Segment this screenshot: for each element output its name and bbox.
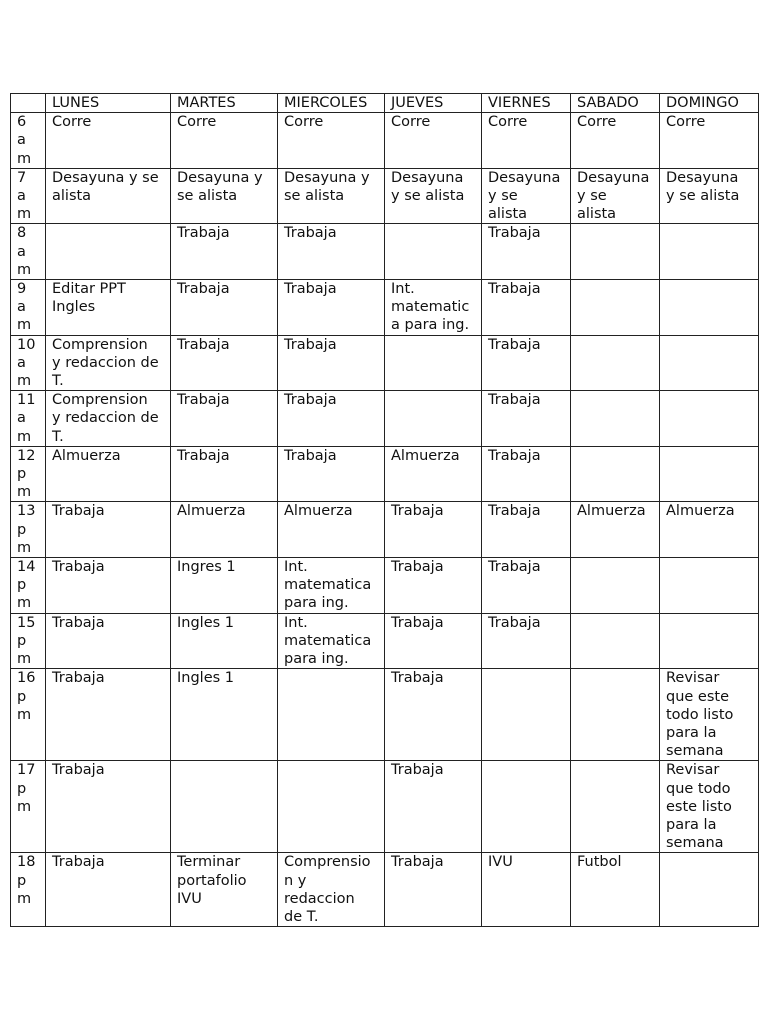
schedule-cell-martes xyxy=(171,761,278,853)
schedule-cell-sabado xyxy=(571,168,660,224)
schedule-cell-martes xyxy=(171,335,278,391)
activity-line: de T. xyxy=(284,908,319,925)
schedule-cell-lunes xyxy=(46,558,171,614)
activity-line: Almuerza xyxy=(666,503,735,520)
activity-line: y se xyxy=(577,188,607,205)
schedule-cell-viernes xyxy=(482,168,571,224)
schedule-cell-lunes xyxy=(46,502,171,558)
activity-line: IVU xyxy=(488,854,513,871)
schedule-cell-domingo xyxy=(660,613,759,669)
activity-line: semana xyxy=(666,743,724,760)
activity-line: matematica xyxy=(284,632,372,649)
time-cell xyxy=(11,280,46,336)
activity-line: Trabaja xyxy=(391,762,444,779)
time-line: m xyxy=(17,317,32,334)
activity-line: y se alista xyxy=(666,188,740,205)
activity-line: Trabaja xyxy=(488,225,541,242)
activity-line: Int. xyxy=(391,281,415,298)
activity-line: Corre xyxy=(177,114,217,131)
schedule-row xyxy=(11,502,759,558)
schedule-row xyxy=(11,558,759,614)
day-header-viernes: VIERNES xyxy=(482,94,571,113)
activity-line: para la xyxy=(666,724,717,741)
activity-line: Trabaja xyxy=(177,336,230,353)
activity-line: Trabaja xyxy=(177,392,230,409)
schedule-cell-jueves xyxy=(385,113,482,169)
schedule-cell-jueves xyxy=(385,761,482,853)
schedule-cell-lunes xyxy=(46,168,171,224)
schedule-cell-sabado xyxy=(571,391,660,447)
activity-line: matematic xyxy=(391,299,470,316)
schedule-cell-sabado xyxy=(571,761,660,853)
activity-line: Trabaja xyxy=(284,281,337,298)
time-cell xyxy=(11,502,46,558)
time-line: 14 xyxy=(17,559,36,576)
schedule-cell-domingo xyxy=(660,113,759,169)
activity-line: Almuerza xyxy=(577,503,646,520)
schedule-cell-miercoles xyxy=(278,168,385,224)
time-line: 11 xyxy=(17,392,36,409)
schedule-cell-lunes xyxy=(46,613,171,669)
schedule-cell-sabado xyxy=(571,669,660,761)
schedule-cell-lunes xyxy=(46,446,171,502)
activity-line: Futbol xyxy=(577,854,622,871)
activity-line: Corre xyxy=(577,114,617,131)
activity-line: Corre xyxy=(666,114,706,131)
activity-line: Desayuna xyxy=(391,169,464,186)
activity-line: alista xyxy=(52,188,92,205)
time-line: m xyxy=(17,206,32,223)
schedule-cell-miercoles xyxy=(278,761,385,853)
schedule-row xyxy=(11,224,759,280)
activity-line: alista xyxy=(577,206,617,223)
activity-line: Trabaja xyxy=(284,225,337,242)
time-line: a xyxy=(17,299,26,316)
activity-line: Almuerza xyxy=(391,447,460,464)
schedule-row xyxy=(11,446,759,502)
activity-line: que este xyxy=(666,688,730,705)
schedule-cell-domingo xyxy=(660,391,759,447)
schedule-cell-jueves xyxy=(385,502,482,558)
schedule-row xyxy=(11,761,759,853)
schedule-cell-jueves xyxy=(385,558,482,614)
time-line: 8 xyxy=(17,225,27,242)
schedule-cell-martes xyxy=(171,224,278,280)
schedule-cell-viernes xyxy=(482,761,571,853)
time-line: m xyxy=(17,651,32,668)
schedule-cell-sabado xyxy=(571,446,660,502)
time-line: 10 xyxy=(17,336,36,353)
schedule-cell-lunes xyxy=(46,335,171,391)
activity-line: Trabaja xyxy=(488,614,541,631)
activity-line: Trabaja xyxy=(488,447,541,464)
time-line: p xyxy=(17,632,27,649)
schedule-row xyxy=(11,168,759,224)
schedule-cell-viernes xyxy=(482,502,571,558)
schedule-cell-miercoles xyxy=(278,669,385,761)
schedule-cell-domingo xyxy=(660,761,759,853)
activity-line: este listo xyxy=(666,798,732,815)
time-cell xyxy=(11,446,46,502)
activity-line: Trabaja xyxy=(52,670,105,687)
day-header-domingo: DOMINGO xyxy=(660,94,759,113)
activity-line: para ing. xyxy=(284,595,349,612)
schedule-cell-lunes xyxy=(46,669,171,761)
activity-line: Trabaja xyxy=(284,392,337,409)
activity-line: semana xyxy=(666,835,724,852)
schedule-cell-lunes xyxy=(46,853,171,927)
activity-line: Trabaja xyxy=(177,447,230,464)
schedule-cell-miercoles xyxy=(278,113,385,169)
time-line: 13 xyxy=(17,503,36,520)
schedule-row xyxy=(11,669,759,761)
activity-line: Trabaja xyxy=(52,559,105,576)
time-line: 9 xyxy=(17,281,27,298)
activity-line: Trabaja xyxy=(391,503,444,520)
activity-line: T. xyxy=(52,428,64,445)
time-line: p xyxy=(17,688,27,705)
activity-line: Editar PPT xyxy=(52,281,126,298)
time-cell xyxy=(11,558,46,614)
activity-line: redaccion xyxy=(284,890,355,907)
time-line: 16 xyxy=(17,670,36,687)
schedule-cell-jueves xyxy=(385,335,482,391)
time-line: m xyxy=(17,428,32,445)
activity-line: Corre xyxy=(52,114,92,131)
time-line: m xyxy=(17,890,32,907)
schedule-row xyxy=(11,391,759,447)
time-line: 15 xyxy=(17,614,36,631)
time-cell xyxy=(11,853,46,927)
time-line: a xyxy=(17,243,26,260)
activity-line: Ingres 1 xyxy=(177,559,236,576)
schedule-cell-martes xyxy=(171,502,278,558)
day-header-martes: MARTES xyxy=(171,94,278,113)
activity-line: Revisar xyxy=(666,762,720,779)
activity-line: Trabaja xyxy=(488,392,541,409)
activity-line: Trabaja xyxy=(284,336,337,353)
schedule-cell-sabado xyxy=(571,335,660,391)
schedule-cell-lunes xyxy=(46,113,171,169)
activity-line: Desayuna y xyxy=(284,169,370,186)
activity-line: Int. xyxy=(284,614,308,631)
activity-line: Desayuna y xyxy=(177,169,263,186)
activity-line: Trabaja xyxy=(488,503,541,520)
activity-line: se alista xyxy=(177,188,238,205)
activity-line: Desayuna xyxy=(666,169,739,186)
schedule-cell-sabado xyxy=(571,853,660,927)
schedule-cell-sabado xyxy=(571,113,660,169)
activity-line: Trabaja xyxy=(284,447,337,464)
schedule-cell-domingo xyxy=(660,853,759,927)
activity-line: Trabaja xyxy=(52,503,105,520)
schedule-cell-domingo xyxy=(660,446,759,502)
activity-line: para la xyxy=(666,816,717,833)
time-line: m xyxy=(17,539,32,556)
schedule-cell-lunes xyxy=(46,280,171,336)
activity-line: todo listo xyxy=(666,706,734,723)
schedule-cell-viernes xyxy=(482,446,571,502)
time-line: p xyxy=(17,577,27,594)
activity-line: Trabaja xyxy=(391,670,444,687)
schedule-cell-miercoles xyxy=(278,613,385,669)
schedule-cell-lunes xyxy=(46,391,171,447)
activity-line: Trabaja xyxy=(391,854,444,871)
schedule-cell-viernes xyxy=(482,853,571,927)
activity-line: Ingles 1 xyxy=(177,670,235,687)
activity-line: n y xyxy=(284,872,307,889)
schedule-cell-jueves xyxy=(385,391,482,447)
time-line: 12 xyxy=(17,447,36,464)
schedule-cell-martes xyxy=(171,669,278,761)
schedule-cell-domingo xyxy=(660,168,759,224)
schedule-row xyxy=(11,280,759,336)
activity-line: Trabaja xyxy=(177,281,230,298)
activity-line: Trabaja xyxy=(52,854,105,871)
activity-line: y redaccion de xyxy=(52,410,159,427)
schedule-cell-domingo xyxy=(660,335,759,391)
time-cell xyxy=(11,335,46,391)
time-line: m xyxy=(17,706,32,723)
schedule-cell-domingo xyxy=(660,558,759,614)
schedule-cell-martes xyxy=(171,853,278,927)
schedule-cell-sabado xyxy=(571,502,660,558)
schedule-cell-sabado xyxy=(571,224,660,280)
activity-line: Desayuna y se xyxy=(52,169,159,186)
schedule-cell-miercoles xyxy=(278,224,385,280)
time-line: 17 xyxy=(17,762,36,779)
activity-line: Trabaja xyxy=(177,225,230,242)
time-cell xyxy=(11,224,46,280)
time-cell xyxy=(11,669,46,761)
schedule-cell-sabado xyxy=(571,558,660,614)
activity-line: Trabaja xyxy=(488,336,541,353)
activity-line: y se alista xyxy=(391,188,465,205)
activity-line: alista xyxy=(488,206,528,223)
time-line: 6 xyxy=(17,114,27,131)
activity-line: para ing. xyxy=(284,651,349,668)
activity-line: Trabaja xyxy=(488,559,541,576)
schedule-cell-martes xyxy=(171,280,278,336)
activity-line: Trabaja xyxy=(488,281,541,298)
time-line: a xyxy=(17,188,26,205)
activity-line: Comprensio xyxy=(284,854,371,871)
day-header-lunes: LUNES xyxy=(46,94,171,113)
schedule-cell-jueves xyxy=(385,669,482,761)
activity-line: que todo xyxy=(666,780,731,797)
activity-line: Revisar xyxy=(666,670,720,687)
time-cell xyxy=(11,113,46,169)
time-line: m xyxy=(17,261,32,278)
schedule-cell-miercoles xyxy=(278,853,385,927)
activity-line: Corre xyxy=(488,114,528,131)
time-line: m xyxy=(17,484,32,501)
schedule-cell-sabado xyxy=(571,280,660,336)
schedule-cell-domingo xyxy=(660,224,759,280)
schedule-cell-viernes xyxy=(482,391,571,447)
schedule-row xyxy=(11,335,759,391)
activity-line: Ingles 1 xyxy=(177,614,235,631)
time-line: a xyxy=(17,132,26,149)
schedule-cell-jueves xyxy=(385,280,482,336)
schedule-cell-domingo xyxy=(660,669,759,761)
schedule-cell-martes xyxy=(171,391,278,447)
schedule-cell-jueves xyxy=(385,224,482,280)
schedule-cell-jueves xyxy=(385,168,482,224)
activity-line: Almuerza xyxy=(177,503,246,520)
schedule-row xyxy=(11,613,759,669)
activity-line: Corre xyxy=(284,114,324,131)
schedule-cell-miercoles xyxy=(278,558,385,614)
activity-line: se alista xyxy=(284,188,345,205)
time-line: p xyxy=(17,780,27,797)
schedule-cell-martes xyxy=(171,558,278,614)
schedule-cell-miercoles xyxy=(278,335,385,391)
schedule-cell-martes xyxy=(171,168,278,224)
schedule-cell-lunes xyxy=(46,224,171,280)
weekly-schedule-table xyxy=(10,93,759,927)
activity-line: matematica xyxy=(284,577,372,594)
time-cell xyxy=(11,391,46,447)
schedule-cell-jueves xyxy=(385,853,482,927)
activity-line: Trabaja xyxy=(52,614,105,631)
activity-line: a para ing. xyxy=(391,317,470,334)
schedule-body xyxy=(11,113,759,927)
time-line: p xyxy=(17,872,27,889)
time-line: m xyxy=(17,150,32,167)
time-cell xyxy=(11,613,46,669)
schedule-cell-lunes xyxy=(46,761,171,853)
activity-line: Terminar xyxy=(177,854,241,871)
time-cell xyxy=(11,168,46,224)
schedule-cell-viernes xyxy=(482,669,571,761)
schedule-cell-miercoles xyxy=(278,391,385,447)
activity-line: Desayuna xyxy=(577,169,650,186)
schedule-cell-miercoles xyxy=(278,446,385,502)
schedule-cell-viernes xyxy=(482,613,571,669)
schedule-cell-jueves xyxy=(385,446,482,502)
day-header-sabado: SABADO xyxy=(571,94,660,113)
time-line: m xyxy=(17,798,32,815)
activity-line: y redaccion de xyxy=(52,354,159,371)
schedule-cell-jueves xyxy=(385,613,482,669)
activity-line: portafolio xyxy=(177,872,247,889)
activity-line: Desayuna xyxy=(488,169,561,186)
activity-line: Trabaja xyxy=(391,614,444,631)
schedule-row xyxy=(11,853,759,927)
schedule-cell-viernes xyxy=(482,335,571,391)
schedule-cell-martes xyxy=(171,613,278,669)
activity-line: Almuerza xyxy=(284,503,353,520)
schedule-cell-martes xyxy=(171,113,278,169)
schedule-cell-martes xyxy=(171,446,278,502)
time-line: a xyxy=(17,410,26,427)
activity-line: y se xyxy=(488,188,518,205)
schedule-cell-viernes xyxy=(482,280,571,336)
time-line: 7 xyxy=(17,169,27,186)
schedule-cell-miercoles xyxy=(278,280,385,336)
schedule-cell-viernes xyxy=(482,113,571,169)
schedule-cell-sabado xyxy=(571,613,660,669)
schedule-cell-domingo xyxy=(660,502,759,558)
activity-line: IVU xyxy=(177,890,202,907)
activity-line: Int. xyxy=(284,559,308,576)
activity-line: Comprension xyxy=(52,392,148,409)
time-header-cell xyxy=(11,94,46,113)
day-header-miercoles: MIERCOLES xyxy=(278,94,385,113)
activity-line: Corre xyxy=(391,114,431,131)
schedule-cell-domingo xyxy=(660,280,759,336)
time-line: a xyxy=(17,354,26,371)
time-line: m xyxy=(17,373,32,390)
time-line: p xyxy=(17,521,27,538)
activity-line: Trabaja xyxy=(391,559,444,576)
schedule-cell-viernes xyxy=(482,558,571,614)
header-row xyxy=(11,94,759,113)
activity-line: T. xyxy=(52,373,64,390)
time-cell xyxy=(11,761,46,853)
activity-line: Almuerza xyxy=(52,447,121,464)
activity-line: Ingles xyxy=(52,299,96,316)
time-line: m xyxy=(17,595,32,612)
time-line: p xyxy=(17,466,27,483)
schedule-cell-viernes xyxy=(482,224,571,280)
activity-line: Comprension xyxy=(52,336,148,353)
time-line: 18 xyxy=(17,854,36,871)
schedule-cell-miercoles xyxy=(278,502,385,558)
activity-line: Trabaja xyxy=(52,762,105,779)
schedule-row xyxy=(11,113,759,169)
day-header-jueves: JUEVES xyxy=(385,94,482,113)
